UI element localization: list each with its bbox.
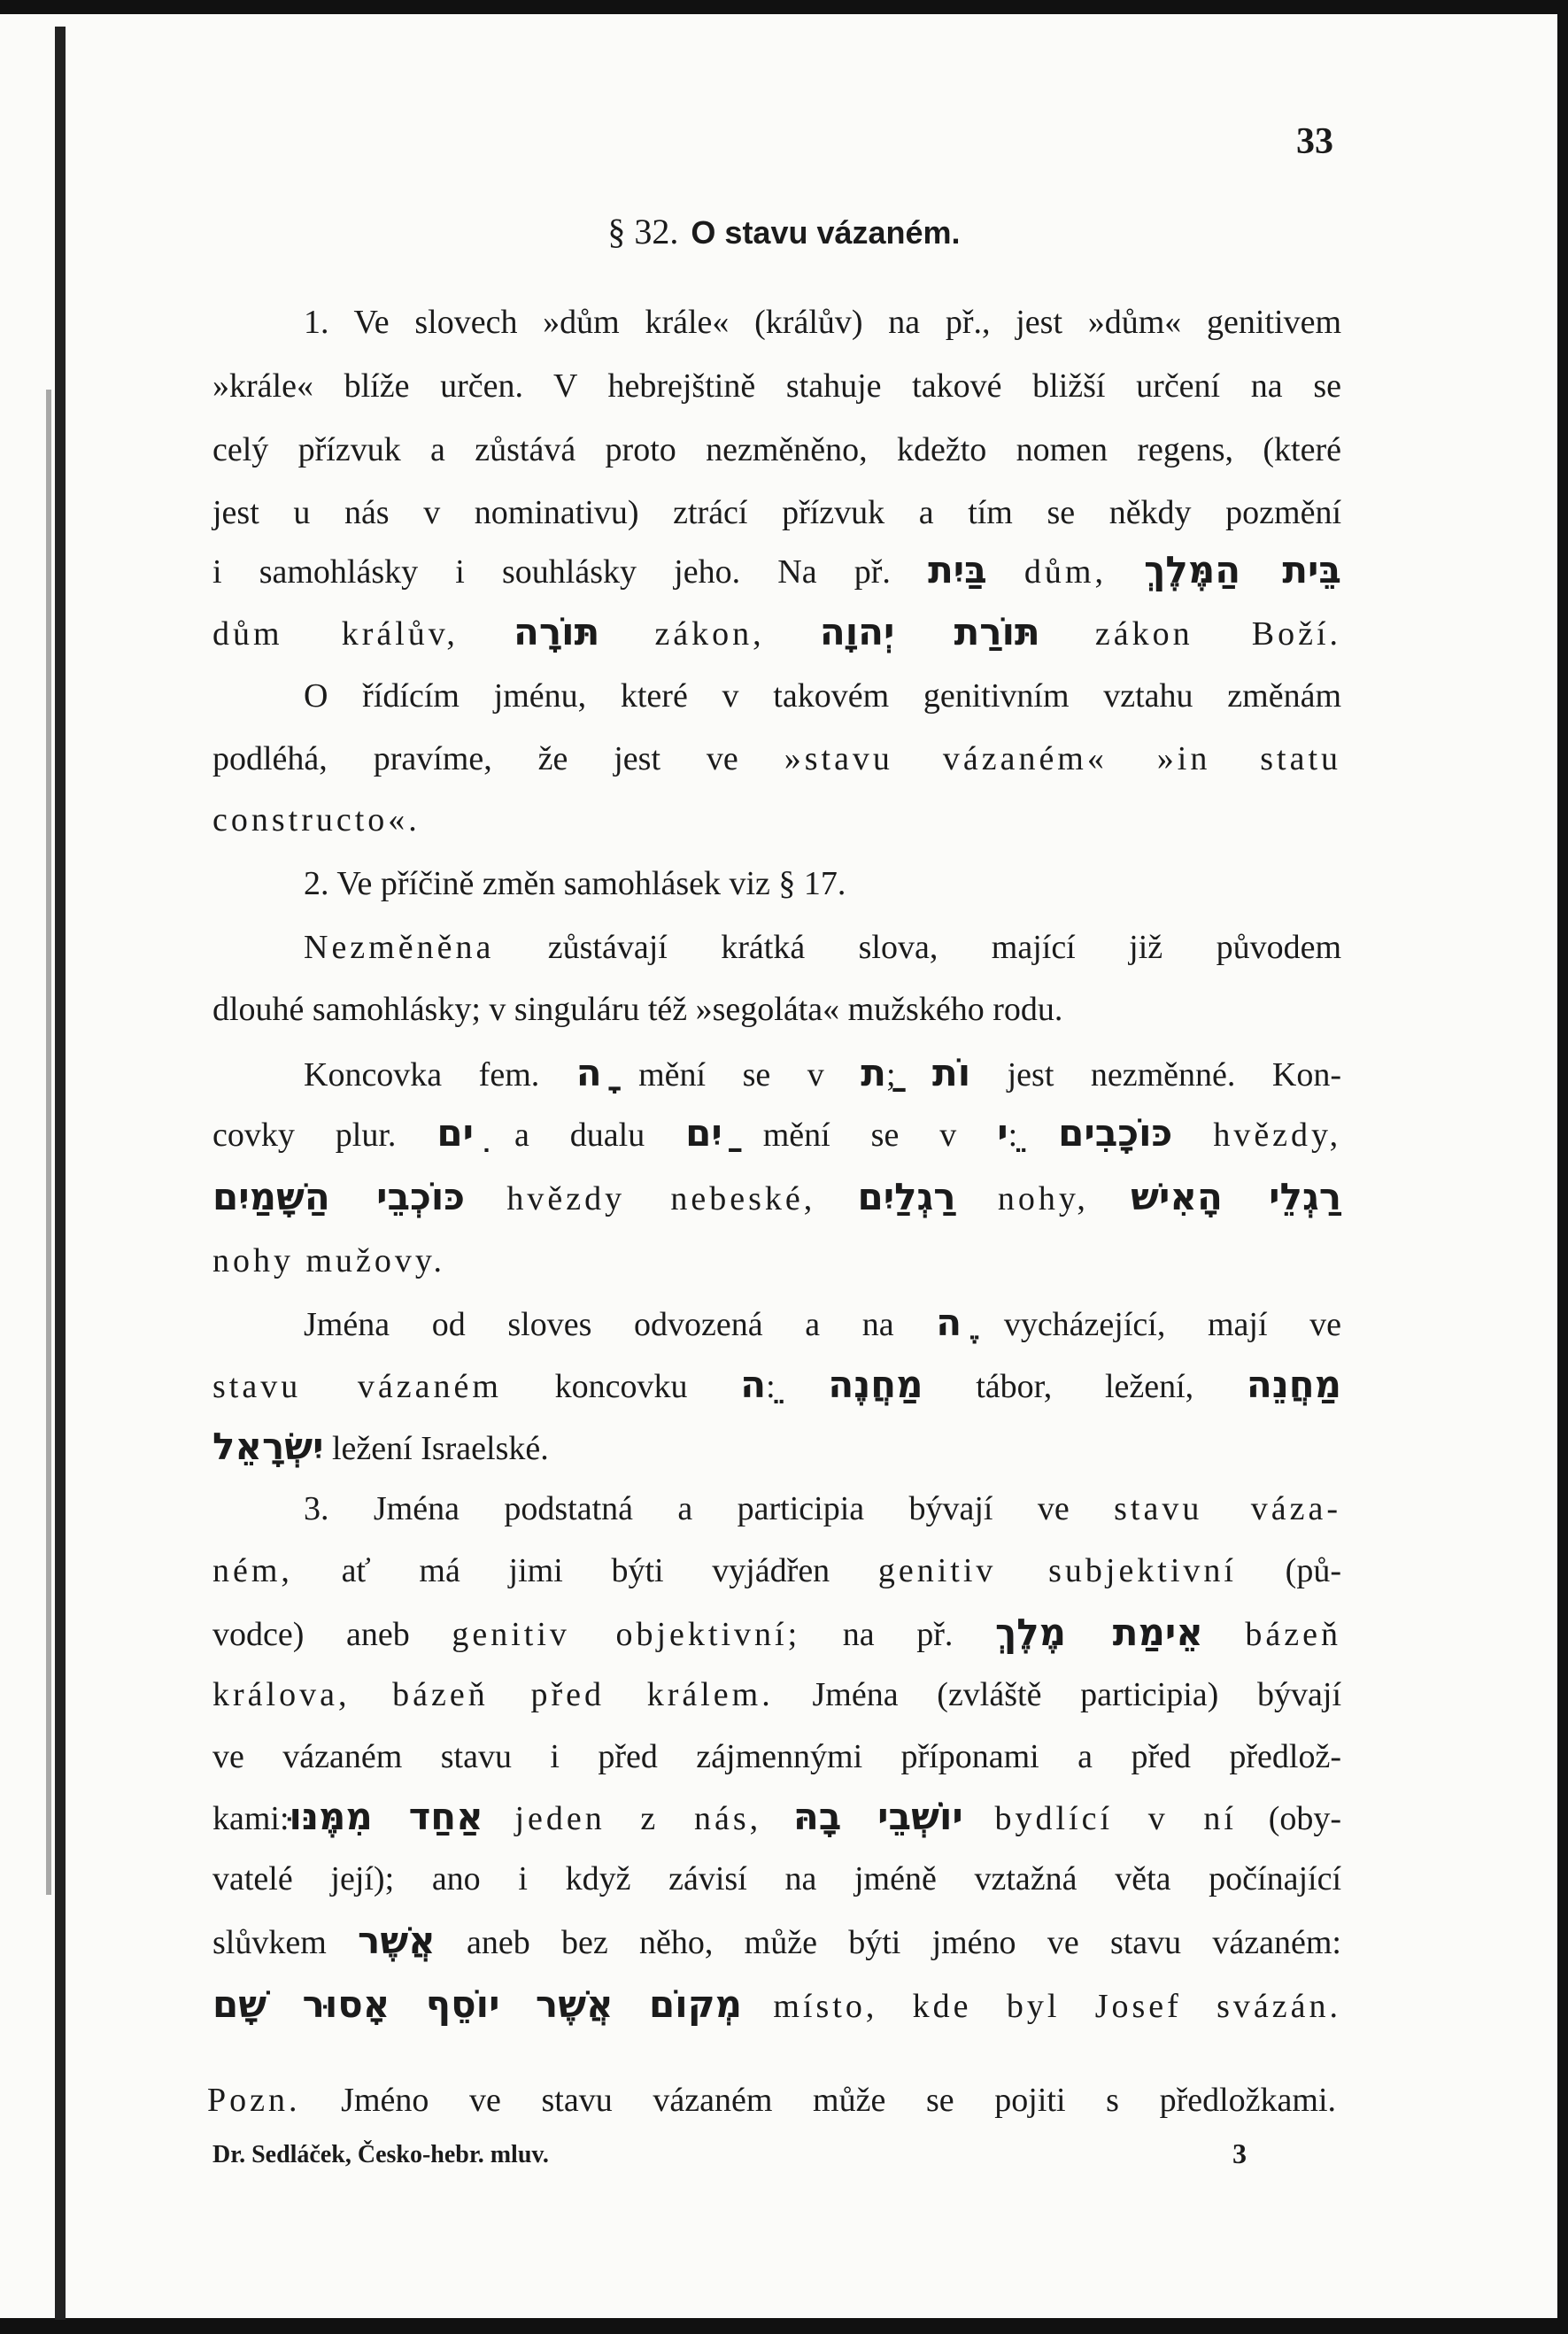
text-line: O řídícím jménu, které v takovém genitivním vztahu změnám <box>304 677 1341 715</box>
text-line: jest u nás v nominativu) ztrácí přízvuk a tím se někdy pozmění <box>212 494 1341 531</box>
text-line: 1. Ve slovech »dům krále« (králův) na př., jest »dům« genitivem <box>304 304 1341 341</box>
text-line: »krále« blíže určen. V hebrejštině stahuje takové bližší určení na se <box>212 367 1341 405</box>
text-line: ve vázaném stavu i před zájmennými příponami a před předlož- <box>212 1738 1341 1775</box>
hebrew-word: רַגְלַיִם <box>857 1175 956 1218</box>
hebrew-word: יוֹשְׁבֵי בָהּ <box>792 1795 963 1838</box>
text-line: podléhá, pravíme, že jest ve »stavu vázaném« »in statu <box>212 740 1342 777</box>
scan-border-right <box>1557 0 1568 2334</box>
hebrew-word: תּוֹרָה <box>514 610 600 653</box>
hebrew-word: יִשְׂרָאֵל <box>212 1425 324 1468</box>
hebrew-word: אֲשֶׁר <box>358 1919 436 1962</box>
hebrew-word: כּוֹכָבִים <box>1058 1111 1173 1155</box>
hebrew-ending: ֶה <box>936 1301 962 1344</box>
text-line: 3. Jména podstatná a participia bývají ve stavu váza- <box>304 1490 1341 1527</box>
text-line: 2. Ve příčině změn samohlásek viz § 17. <box>304 865 846 902</box>
hebrew-ending: וֹת <box>932 1051 971 1094</box>
hebrew-ending: ֵה <box>740 1363 767 1406</box>
text-line: מְקוֹם אֲשֶׁר יוֹסֵף אָסוּר שָׁם místo, kde byl Josef svázán. <box>212 1982 1342 2026</box>
page-number: 33 <box>1296 121 1333 162</box>
hebrew-word: כּוֹכְבֵי הַשָּׁמַיִם <box>212 1175 466 1218</box>
section-heading <box>0 211 1568 252</box>
text-line: Jména od sloves odvozená a na ֶה vycházející, mají ve <box>304 1301 1342 1344</box>
scan-border-top <box>0 0 1568 14</box>
hebrew-word: בַּיִת <box>928 548 987 591</box>
text-line: Koncovka fem. ָה mění se v ַת; וֹת jest nezměnné. Kon- <box>304 1051 1342 1094</box>
text-line: covky plur. ִים a dualu ַיִם mění se v ֵי: כּוֹכָבִים hvězdy, <box>212 1111 1342 1155</box>
scan-border-bottom <box>0 2318 1568 2334</box>
text-line: celý přízvuk a zůstává proto nezměněno, kdežto nomen regens, (které <box>212 431 1341 468</box>
note-label: Pozn. <box>207 2082 301 2119</box>
hebrew-ending: ַת <box>861 1051 886 1094</box>
hebrew-ending: ִים <box>436 1111 475 1155</box>
text-line: stavu vázaném koncovku ֵה: מַחֲנֶה tábor, ležení, מַחֲנֵה <box>212 1363 1342 1406</box>
hebrew-ending: ָה <box>575 1051 602 1094</box>
book-binding-shadow <box>46 390 51 1895</box>
footer-author: Dr. Sedláček, Česko-hebr. mluv. <box>212 2141 549 2168</box>
text-line: slůvkem אֲשֶׁר aneb bez něho, může býti jméno ve stavu vázaném: <box>212 1919 1341 1962</box>
hebrew-ending: ֵי <box>997 1111 1008 1155</box>
text-line: nohy mužovy. <box>212 1242 445 1279</box>
hebrew-ending: ַיִם <box>685 1111 722 1155</box>
hebrew-word: מַחֲנֵה <box>1246 1363 1342 1406</box>
text-line: dům králův, תּוֹרָה zákon, תּוֹרַת יְהוָה zákon Boží. <box>212 610 1342 653</box>
text-line: králova, bázeň před králem. Jména (zvláště participia) bývají <box>212 1676 1342 1713</box>
hebrew-word: אַחַד מִמֶּנּוּ <box>289 1795 483 1838</box>
text-line: יִשְׂרָאֵל ležení Israelské. <box>212 1425 549 1468</box>
note-line <box>207 2077 1336 2123</box>
note-text: Jméno ve stavu vázaném může se pojiti s předložkami. <box>341 2082 1337 2119</box>
text-line: ném, ať má jimi býti vyjádřen genitiv subjektivní (pů- <box>212 1552 1341 1589</box>
text-line: vodce) aneb genitiv objektivní; na př. אֵימַת מֶלֶךְ bázeň <box>212 1611 1342 1654</box>
text-line: dlouhé samohlásky; v singuláru též »segoláta« mužského rodu. <box>212 991 1063 1028</box>
section-number: § 32. <box>607 212 679 251</box>
text-line: vatelé její); ano i když závisí na jméně vztažná věta počínající <box>212 1860 1341 1897</box>
text-line: Nezměněna zůstávají krátká slova, mající již původem <box>304 929 1342 966</box>
section-title: O stavu vázaném. <box>691 214 961 251</box>
hebrew-word: בֵּית הַמֶּלֶךְ <box>1144 548 1342 591</box>
hebrew-word: אֵימַת מֶלֶךְ <box>994 1611 1203 1654</box>
text-line: kami:אַחַד מִמֶּנּוּ jeden z nás, יוֹשְׁבֵי בָהּ bydlící v ní (oby- <box>212 1795 1341 1838</box>
book-binding-edge <box>55 27 66 2320</box>
text-line: i samohlásky i souhlásky jeho. Na př. בַּיִת dům, בֵּית הַמֶּלֶךְ <box>212 548 1342 591</box>
text-line: כּוֹכְבֵי הַשָּׁמַיִם hvězdy nebeské, רַגְלַיִם nohy, רַגְלֵי הָאִישׁ <box>212 1175 1342 1218</box>
footer-signature-mark: 3 <box>1232 2137 1247 2169</box>
hebrew-word: תּוֹרַת יְהוָה <box>819 610 1040 653</box>
text-line: constructo«. <box>212 801 421 839</box>
hebrew-word: רַגְלֵי הָאִישׁ <box>1131 1175 1342 1218</box>
hebrew-word: מַחֲנֶה <box>828 1363 923 1406</box>
hebrew-word: מְקוֹם אֲשֶׁר יוֹסֵף אָסוּר שָׁם <box>212 1982 743 2026</box>
